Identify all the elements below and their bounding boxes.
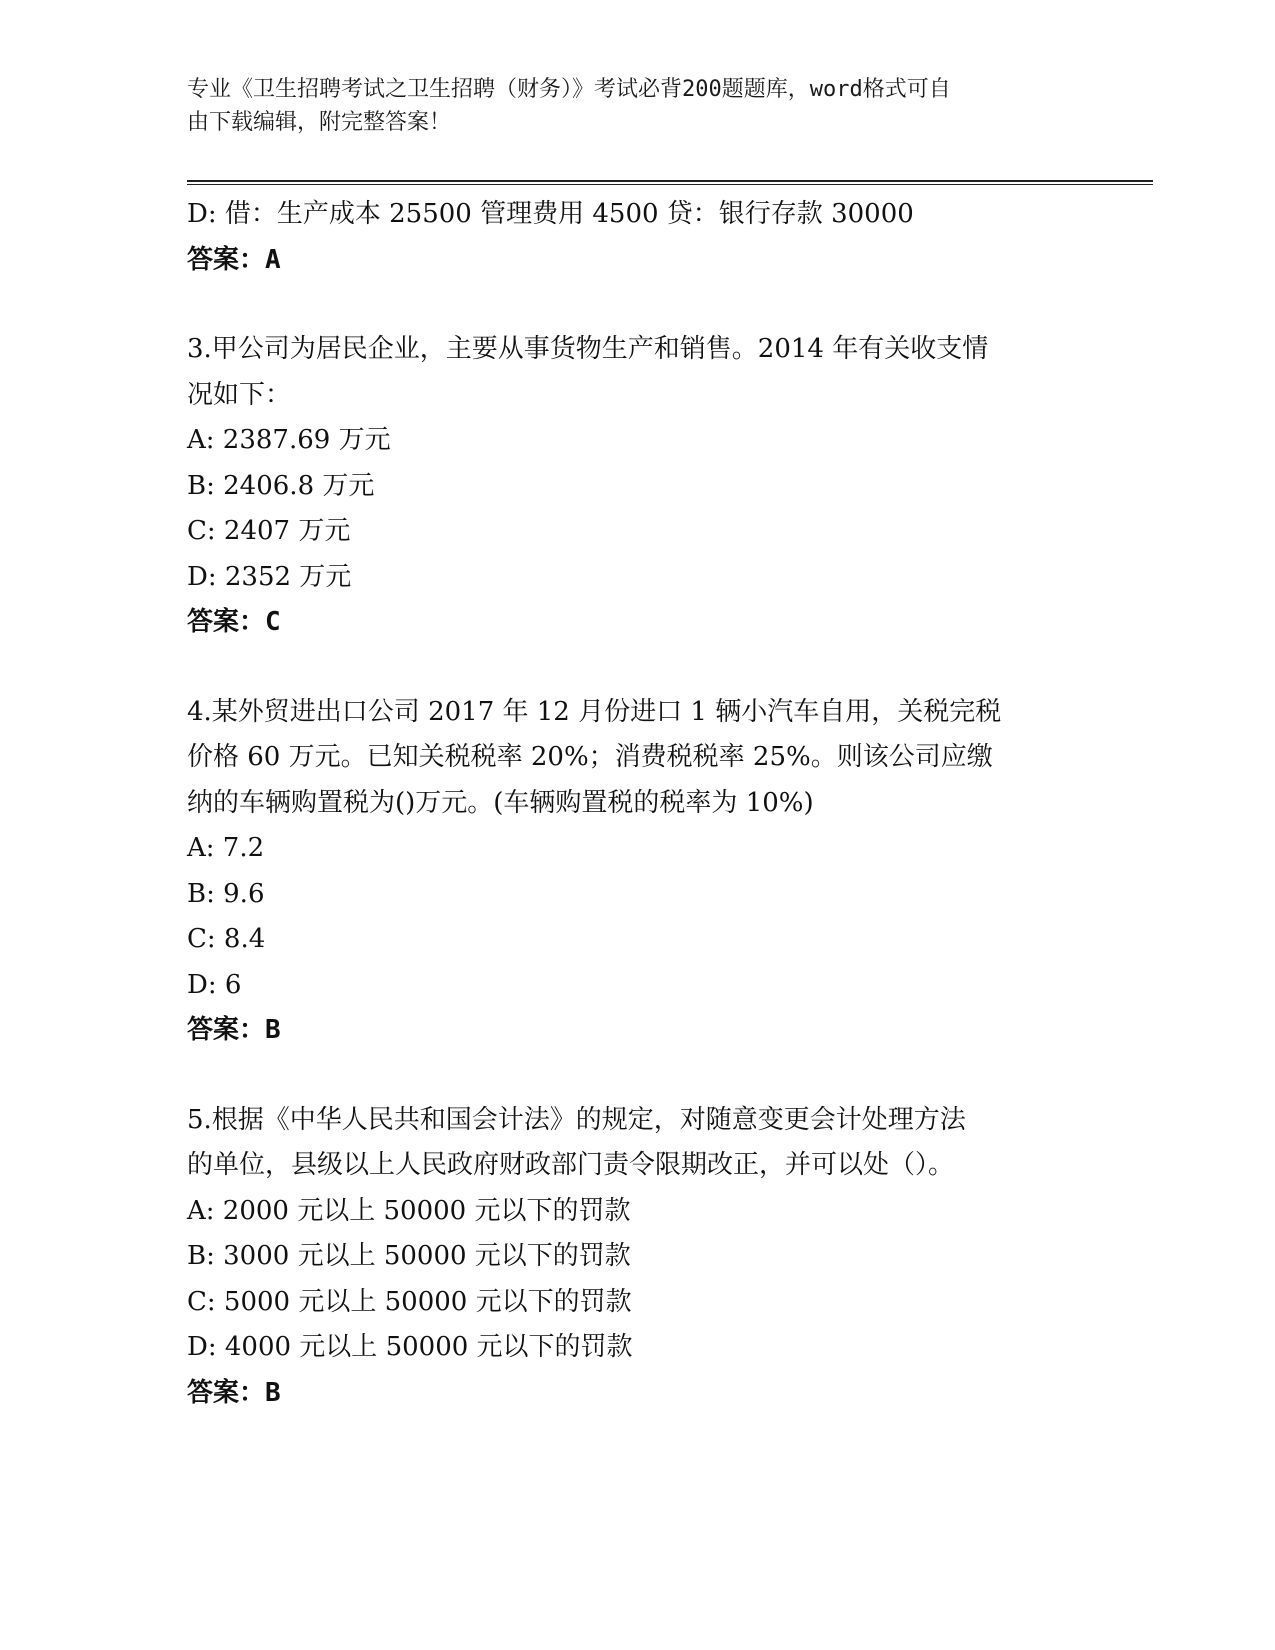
option-a: A: 7.2 [187,833,265,863]
answer: 答案：C [187,607,281,637]
question-5 [187,1098,1087,1417]
option-c: C: 5000 元以上 50000 元以下的罚款 [187,1286,632,1317]
question-text-line: 的单位，县级以上人民政府财政部门责令限期改正，并可以处（）。 [187,1150,955,1180]
question-2-continued [187,192,1087,283]
header-divider-thick [187,180,1153,182]
question-4 [187,690,1087,1054]
spacer [187,1054,1087,1098]
document-header [187,73,1067,139]
question-text-line: 5.根据《中华人民共和国会计法》的规定，对随意变更会计处理方法 [187,1104,966,1135]
option-c: C: 8.4 [187,924,266,954]
spacer [187,646,1087,690]
option-a: A: 2000 元以上 50000 元以下的罚款 [187,1195,631,1226]
question-text-line: 4.某外贸进出口公司 2017 年 12 月份进口 1 辆小汽车自用，关税完税 [187,696,1002,727]
spacer [187,283,1087,327]
question-text-line: 3.甲公司为居民企业，主要从事货物生产和销售。2014 年有关收支情 [187,334,989,364]
option-d: D: 6 [187,969,242,1000]
option-d: D: 2352 万元 [187,561,352,592]
header-divider-thin [187,184,1153,185]
header-line-1: 专业《卫生招聘考试之卫生招聘（财务）》考试必背200题题库，word格式可自 [187,77,951,102]
option-b: B: 3000 元以上 50000 元以下的罚款 [187,1241,631,1271]
answer: 答案：B [187,1015,281,1045]
option-d: D: 借：生产成本 25500 管理费用 4500 贷：银行存款 30000 [187,199,914,229]
question-text-line: 价格 60 万元。已知关税税率 20%；消费税税率 25%。则该公司应缴 [187,742,993,772]
document-body [187,192,1087,1416]
option-a: A: 2387.69 万元 [187,425,391,455]
option-b: B: 2406.8 万元 [187,470,375,501]
question-text-line: 纳的车辆购置税为()万元。(车辆购置税的税率为 10%) [187,787,814,818]
question-text-line: 况如下： [187,379,292,410]
question-3 [187,327,1087,646]
answer: 答案：B [187,1377,281,1408]
option-d: D: 4000 元以上 50000 元以下的罚款 [187,1332,633,1362]
option-c: C: 2407 万元 [187,516,351,546]
option-b: B: 9.6 [187,878,265,909]
header-line-2: 由下载编辑，附完整答案！ [187,110,452,135]
answer: 答案：A [187,244,281,275]
